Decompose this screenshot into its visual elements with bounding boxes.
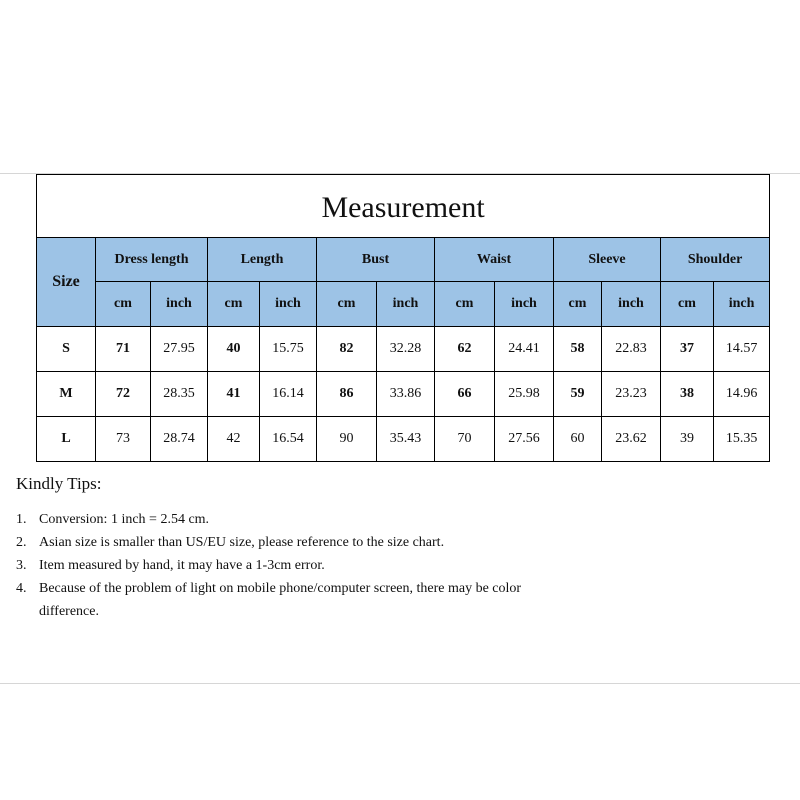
tip-text: Item measured by hand, it may have a 1-3cm error. — [39, 558, 325, 573]
unit-inch-header: inch — [377, 282, 435, 327]
table-cell: 66 — [435, 372, 495, 417]
unit-inch-header: inch — [260, 282, 317, 327]
header-dress-length: Dress length — [96, 238, 208, 282]
table-cell: 71 — [96, 327, 151, 372]
table-cell: 90 — [317, 417, 377, 462]
table-cell: 38 — [661, 372, 714, 417]
tip-text: Because of the problem of light on mobile phone/computer screen, there may be color difference. — [39, 581, 522, 619]
table-cell: 33.86 — [377, 372, 435, 417]
table-row-size-l — [37, 417, 770, 462]
tips-heading: Kindly Tips: — [16, 474, 102, 493]
table-cell: 41 — [208, 372, 260, 417]
table-cell: 59 — [554, 372, 602, 417]
tip-item — [16, 531, 776, 554]
size-label: L — [37, 417, 96, 462]
tip-number: 2. — [16, 535, 27, 550]
tips-list — [16, 508, 776, 623]
tip-number: 4. — [16, 581, 27, 596]
table-cell: 14.96 — [714, 372, 770, 417]
table-cell: 70 — [435, 417, 495, 462]
tip-text: Asian size is smaller than US/EU size, please reference to the size chart. — [39, 535, 445, 550]
tip-item — [16, 508, 776, 531]
tip-number: 3. — [16, 558, 27, 573]
table-cell: 37 — [661, 327, 714, 372]
header-sleeve: Sleeve — [554, 238, 661, 282]
kindly-tips-section — [16, 474, 776, 623]
table-cell: 42 — [208, 417, 260, 462]
table-cell: 60 — [554, 417, 602, 462]
header-shoulder: Shoulder — [661, 238, 770, 282]
table-cell: 39 — [661, 417, 714, 462]
table-row-size-s — [37, 327, 770, 372]
table-cell: 24.41 — [495, 327, 554, 372]
table-cell: 62 — [435, 327, 495, 372]
table-cell: 25.98 — [495, 372, 554, 417]
table-cell: 40 — [208, 327, 260, 372]
table-cell: 82 — [317, 327, 377, 372]
size-chart-table — [36, 174, 770, 462]
table-cell: 28.74 — [151, 417, 208, 462]
unit-cm-header: cm — [317, 282, 377, 327]
tip-number: 1. — [16, 512, 27, 527]
tip-item — [16, 554, 776, 577]
unit-cm-header: cm — [554, 282, 602, 327]
table-cell: 27.95 — [151, 327, 208, 372]
table-cell: 35.43 — [377, 417, 435, 462]
size-column-header: Size — [37, 238, 96, 327]
header-waist: Waist — [435, 238, 554, 282]
table-cell: 58 — [554, 327, 602, 372]
table-cell: 15.35 — [714, 417, 770, 462]
table-cell: 32.28 — [377, 327, 435, 372]
table-cell: 22.83 — [602, 327, 661, 372]
table-cell: 16.54 — [260, 417, 317, 462]
size-label: S — [37, 327, 96, 372]
unit-inch-header: inch — [495, 282, 554, 327]
table-cell: 15.75 — [260, 327, 317, 372]
unit-cm-header: cm — [661, 282, 714, 327]
table-cell: 72 — [96, 372, 151, 417]
tip-text: Conversion: 1 inch = 2.54 cm. — [39, 512, 210, 527]
tip-item — [16, 577, 776, 623]
header-length: Length — [208, 238, 317, 282]
table-cell: 86 — [317, 372, 377, 417]
table-cell: 23.23 — [602, 372, 661, 417]
table-cell: 14.57 — [714, 327, 770, 372]
unit-cm-header: cm — [208, 282, 260, 327]
unit-inch-header: inch — [151, 282, 208, 327]
unit-cm-header: cm — [96, 282, 151, 327]
table-cell: 23.62 — [602, 417, 661, 462]
table-cell: 27.56 — [495, 417, 554, 462]
unit-cm-header: cm — [435, 282, 495, 327]
unit-inch-header: inch — [602, 282, 661, 327]
table-row-size-m — [37, 372, 770, 417]
bottom-divider — [0, 683, 800, 684]
header-bust: Bust — [317, 238, 435, 282]
size-label: M — [37, 372, 96, 417]
table-cell: 73 — [96, 417, 151, 462]
table-cell: 28.35 — [151, 372, 208, 417]
table-cell: 16.14 — [260, 372, 317, 417]
unit-inch-header: inch — [714, 282, 770, 327]
chart-title: Measurement — [37, 175, 770, 238]
